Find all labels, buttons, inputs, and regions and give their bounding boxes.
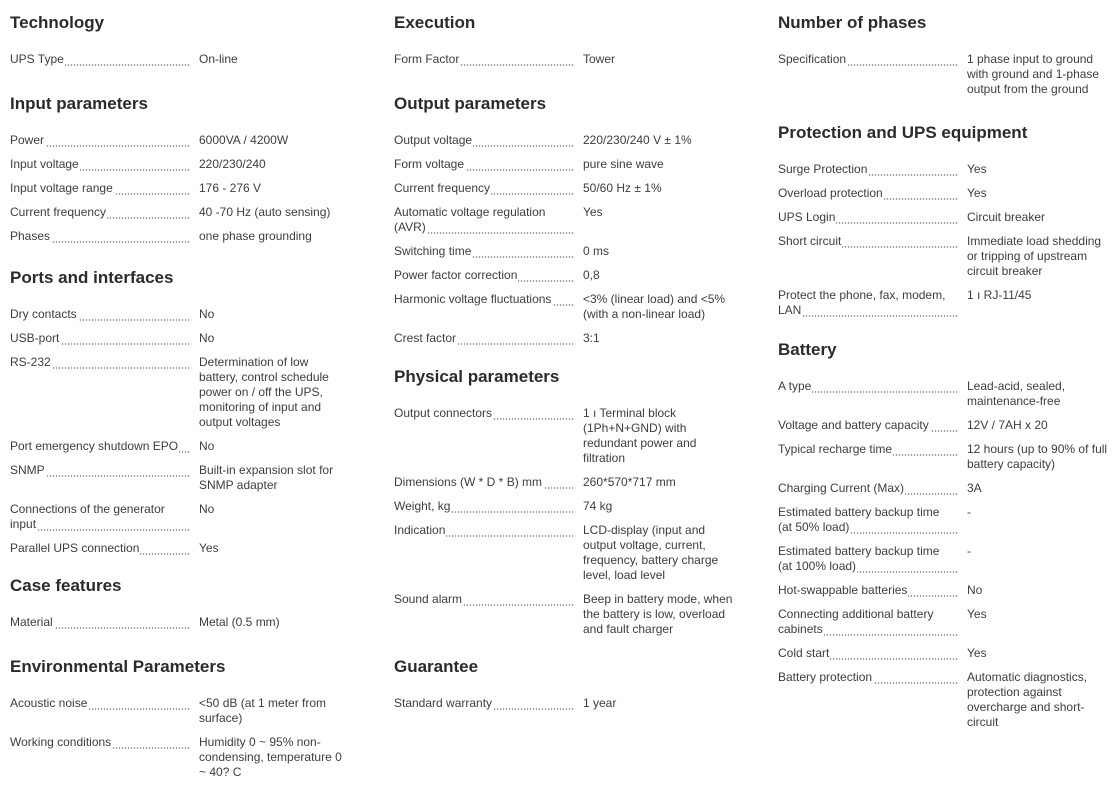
spec-row	[778, 505, 1115, 535]
spec-label: Material	[10, 615, 53, 629]
spec-value: Built-in expansion slot for SNMP adapter	[199, 463, 334, 492]
spec-value: 1 phase input to ground with ground and 1-phase output from the ground	[967, 52, 1100, 96]
spec-value: Yes	[967, 646, 987, 660]
spec-row	[394, 133, 733, 148]
spec-label: Short circuit	[778, 234, 842, 248]
spec-value: 260*570*717 mm	[583, 475, 676, 489]
spec-row	[10, 696, 349, 726]
spec-value: Metal (0.5 mm)	[199, 615, 280, 629]
spec-label: Input voltage	[10, 157, 79, 171]
spec-value: 3A	[967, 481, 982, 495]
spec-value: <50 dB (at 1 meter from surface)	[199, 696, 327, 725]
spec-row	[394, 475, 733, 490]
spec-value: 220/230/240 V ± 1%	[583, 133, 692, 147]
spec-row	[778, 481, 1115, 496]
spec-label: Surge Protection	[778, 162, 868, 176]
section-title-output-parameters: Output parameters	[394, 94, 547, 113]
spec-row	[10, 52, 349, 67]
spec-value: Circuit breaker	[967, 210, 1046, 224]
spec-value: Tower	[583, 52, 616, 66]
spec-label: SNMP	[10, 463, 45, 477]
spec-row	[394, 292, 733, 322]
spec-row	[778, 234, 1115, 279]
section-title-number-of-phases: Number of phases	[778, 13, 927, 32]
spec-value: Beep in battery mode, when the battery is low, overload and fault charger	[583, 592, 733, 636]
spec-value: <3% (linear load) and <5% (with a non-linear load)	[583, 292, 726, 321]
section-title-technology: Technology	[10, 13, 105, 32]
spec-row	[778, 670, 1115, 730]
spec-value: No	[967, 583, 983, 597]
spec-value: No	[199, 439, 215, 453]
spec-label: Current frequency	[10, 205, 107, 219]
spec-row	[778, 210, 1115, 225]
spec-label: Typical recharge time	[778, 442, 893, 456]
spec-value: 220/230/240	[199, 157, 266, 171]
spec-row	[394, 499, 733, 514]
spec-label: Working conditions	[10, 735, 112, 749]
spec-value: 176 - 276 V	[199, 181, 262, 195]
spec-value: No	[199, 307, 215, 321]
spec-value: 40 -70 Hz (auto sensing)	[199, 205, 331, 219]
spec-label: Cold start	[778, 646, 830, 660]
spec-row	[778, 52, 1115, 97]
spec-row	[10, 735, 349, 780]
spec-value: one phase grounding	[199, 229, 312, 243]
spec-value: Determination of low battery, control schedule power on / off the UPS, monitoring of input and output voltages	[199, 355, 329, 429]
spec-row	[394, 268, 733, 283]
spec-row	[10, 502, 349, 532]
spec-value: Yes	[583, 205, 603, 219]
spec-label: Connections of the generator input	[10, 502, 191, 532]
spec-row	[394, 157, 733, 172]
spec-row	[10, 307, 349, 322]
section-title-execution: Execution	[394, 13, 476, 32]
spec-label: Indication	[394, 523, 446, 537]
spec-label: Port emergency shutdown EPO	[10, 439, 179, 453]
spec-row	[10, 205, 349, 220]
section-title-input-parameters: Input parameters	[10, 94, 148, 113]
section-title-battery: Battery	[778, 340, 837, 359]
spec-value: Yes	[199, 541, 219, 555]
spec-row	[10, 463, 349, 493]
spec-label: Hot-swappable batteries	[778, 583, 908, 597]
spec-value: -	[967, 505, 971, 519]
spec-label: Charging Current (Max)	[778, 481, 905, 495]
spec-label: Power	[10, 133, 45, 147]
spec-value: 3:1	[583, 331, 600, 345]
spec-value: pure sine wave	[583, 157, 664, 171]
spec-row	[778, 379, 1115, 409]
spec-row	[394, 244, 733, 259]
section-title-physical-parameters: Physical parameters	[394, 367, 560, 386]
spec-row	[778, 544, 1115, 574]
spec-row	[778, 442, 1115, 472]
spec-label: Standard warranty	[394, 696, 493, 710]
spec-label: Crest factor	[394, 331, 457, 345]
spec-label: Automatic voltage regulation (AVR)	[394, 205, 575, 235]
spec-value: 0 ms	[583, 244, 610, 258]
spec-label: UPS Login	[778, 210, 836, 224]
spec-label: Estimated battery backup time (at 50% load)	[778, 505, 959, 535]
spec-row	[394, 52, 733, 67]
spec-label: Battery protection	[778, 670, 873, 684]
spec-value: Automatic diagnostics, protection against overcharge and short-circuit	[967, 670, 1088, 729]
section-title-case-features: Case features	[10, 576, 122, 595]
section-title-environmental-parameters: Environmental Parameters	[10, 657, 226, 676]
spec-label: Acoustic noise	[10, 696, 88, 710]
section-title-protection: Protection and UPS equipment	[778, 123, 1028, 142]
spec-label: Current frequency	[394, 181, 491, 195]
spec-row	[778, 646, 1115, 661]
spec-row	[10, 133, 349, 148]
spec-value: 1 ı RJ-11/45	[967, 288, 1032, 302]
spec-row	[778, 583, 1115, 598]
spec-label: Form Factor	[394, 52, 460, 66]
spec-value: 1 ı Terminal block (1Ph+N+GND) with redundant power and filtration	[583, 406, 697, 465]
spec-label: RS-232	[10, 355, 51, 369]
spec-label: Output voltage	[394, 133, 473, 147]
spec-label: Phases	[10, 229, 51, 243]
spec-value: 6000VA / 4200W	[199, 133, 289, 147]
spec-label: Estimated battery backup time (at 100% load)	[778, 544, 959, 574]
spec-label: Voltage and battery capacity	[778, 418, 929, 432]
spec-label: Protect the phone, fax, modem, LAN	[778, 288, 959, 318]
spec-row	[394, 331, 733, 346]
spec-value: No	[199, 502, 215, 516]
spec-label: Switching time	[394, 244, 472, 258]
spec-label: Specification	[778, 52, 847, 66]
spec-row	[394, 696, 733, 711]
spec-row	[778, 418, 1115, 433]
spec-label: Dimensions (W * D * B) mm	[394, 475, 543, 489]
spec-value: On-line	[199, 52, 238, 66]
spec-row	[394, 205, 733, 235]
spec-row	[778, 186, 1115, 201]
spec-row	[10, 439, 349, 454]
spec-value: 1 year	[583, 696, 617, 710]
spec-label: Output connectors	[394, 406, 493, 420]
spec-label: Sound alarm	[394, 592, 463, 606]
spec-value: Yes	[967, 607, 987, 621]
spec-row	[10, 331, 349, 346]
spec-label: Weight, kg	[394, 499, 451, 513]
spec-value: 50/60 Hz ± 1%	[583, 181, 662, 195]
spec-row	[778, 288, 1115, 318]
spec-label: Parallel UPS connection	[10, 541, 140, 555]
spec-value: Lead-acid, sealed, maintenance-free	[967, 379, 1066, 408]
spec-row	[778, 607, 1115, 637]
spec-label: Harmonic voltage fluctuations	[394, 292, 552, 306]
spec-value: 74 kg	[583, 499, 613, 513]
spec-value: 12V / 7AH x 20	[967, 418, 1048, 432]
spec-label: UPS Type	[10, 52, 64, 66]
spec-value: 12 hours (up to 90% of full battery capacity)	[967, 442, 1108, 471]
spec-row	[394, 406, 733, 466]
spec-label: Overload protection	[778, 186, 883, 200]
spec-label: Form voltage	[394, 157, 465, 171]
spec-value: 0,8	[583, 268, 600, 282]
spec-value: -	[967, 544, 971, 558]
spec-row	[10, 157, 349, 172]
spec-row	[394, 592, 733, 637]
spec-row	[10, 229, 349, 244]
spec-label: Dry contacts	[10, 307, 77, 321]
spec-value: Yes	[967, 162, 987, 176]
spec-row	[10, 181, 349, 196]
spec-label: USB-port	[10, 331, 60, 345]
spec-value: Yes	[967, 186, 987, 200]
spec-row	[394, 181, 733, 196]
spec-row	[10, 355, 349, 430]
spec-row	[394, 523, 733, 583]
spec-row	[10, 615, 349, 630]
spec-value: LCD-display (input and output voltage, current, frequency, battery charge level, load level	[583, 523, 719, 582]
section-title-guarantee: Guarantee	[394, 657, 479, 676]
spec-label: Connecting additional battery cabinets	[778, 607, 959, 637]
spec-row	[10, 541, 349, 556]
spec-label: A type	[778, 379, 812, 393]
spec-row	[778, 162, 1115, 177]
spec-value: Immediate load shedding or tripping of upstream circuit breaker	[967, 234, 1102, 278]
spec-value: No	[199, 331, 215, 345]
spec-label: Power factor correction	[394, 268, 518, 282]
spec-label: Input voltage range	[10, 181, 113, 195]
spec-value: Humidity 0 ~ 95% non-condensing, temperature 0 ~ 40? C	[199, 735, 342, 779]
section-title-ports-and-interfaces: Ports and interfaces	[10, 268, 174, 287]
